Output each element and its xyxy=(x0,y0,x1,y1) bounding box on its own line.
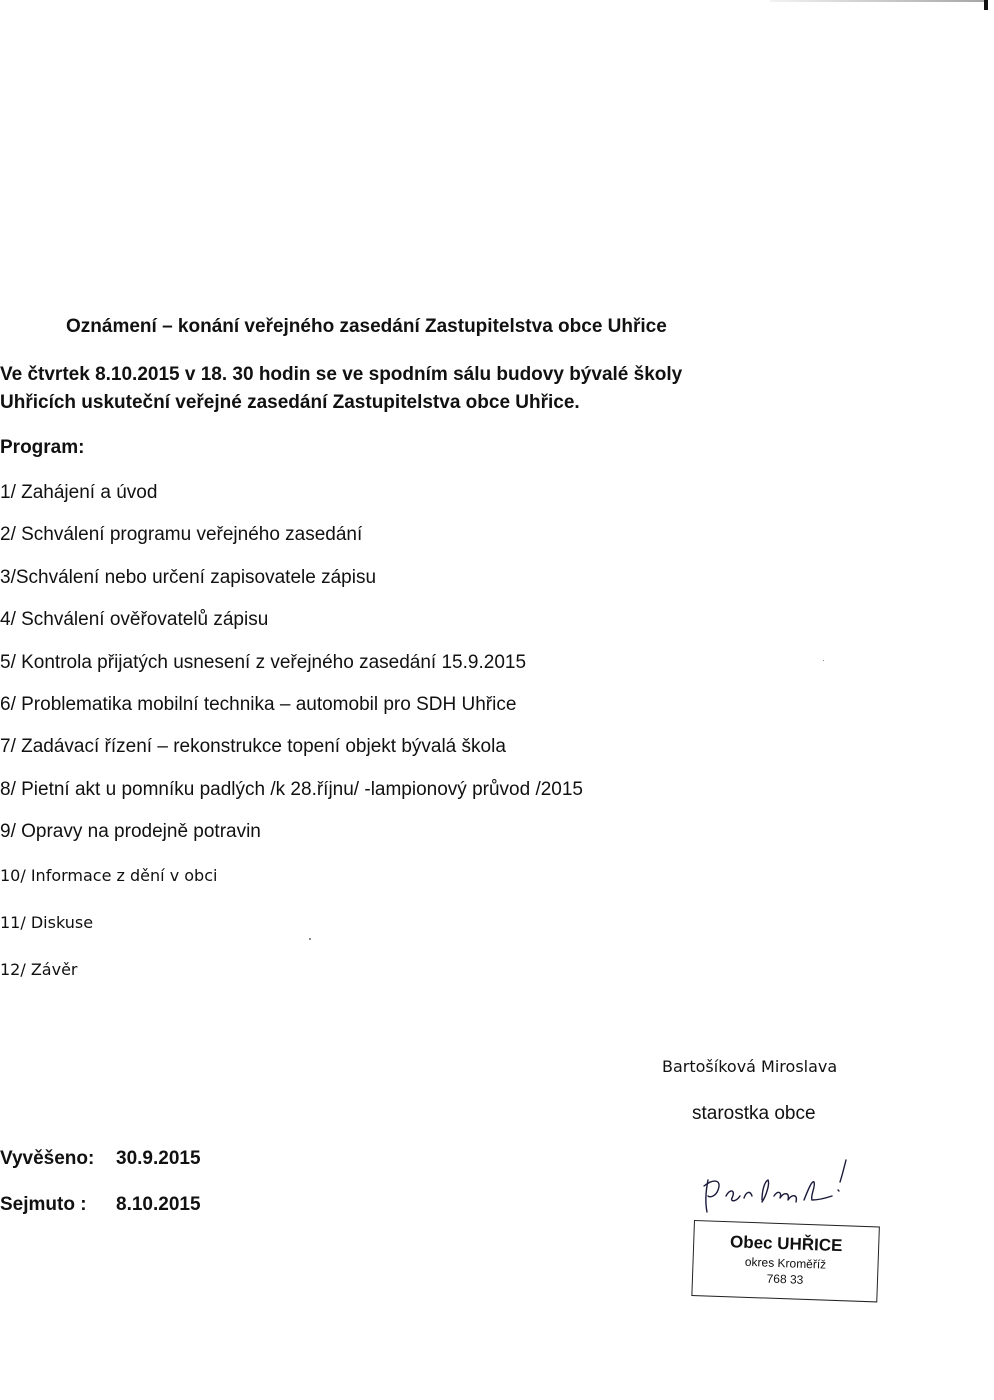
scan-edge-artifact xyxy=(770,0,984,2)
agenda-item: 5/ Kontrola přijatých usnesení z veřejného zasedání 15.9.2015 xyxy=(0,652,527,673)
notice-intro xyxy=(0,361,682,417)
agenda-item: 10/ Informace z dění v obci xyxy=(0,866,218,885)
agenda-item: 6/ Problematika mobilní technika – automobil pro SDH Uhřice xyxy=(0,694,517,715)
posted-date: 30.9.2015 xyxy=(116,1148,201,1169)
agenda-item: 9/ Opravy na prodejně potravin xyxy=(0,821,261,842)
removed-date-line xyxy=(0,1194,201,1216)
agenda-item: 3/Schválení nebo určení zapisovatele zápisu xyxy=(0,567,377,588)
scan-corner-artifact xyxy=(984,0,988,10)
agenda-item: 1/ Zahájení a úvod xyxy=(0,482,158,503)
signer-role: starostka obce xyxy=(692,1103,816,1124)
removed-date: 8.10.2015 xyxy=(116,1194,201,1215)
scan-speck xyxy=(309,938,311,940)
office-stamp xyxy=(691,1220,880,1302)
agenda-item: 12/ Závěr xyxy=(0,960,78,979)
handwritten-signature xyxy=(696,1150,866,1220)
agenda-item: 4/ Schválení ověřovatelů zápisu xyxy=(0,609,269,630)
stamp-line-1: Obec UHŘICE xyxy=(729,1232,843,1256)
stamp-line-2: okres Kroměříž xyxy=(744,1254,827,1272)
intro-line-2: Uhřicích uskuteční veřejné zasedání Zastupitelstva obce Uhřice. xyxy=(0,392,580,413)
agenda-item: 7/ Zadávací řízení – rekonstrukce topení objekt bývalá škola xyxy=(0,736,506,757)
intro-line-1: Ve čtvrtek 8.10.2015 v 18. 30 hodin se ve spodním sálu budovy bývalé školy xyxy=(0,364,683,385)
agenda-item: 2/ Schválení programu veřejného zasedání xyxy=(0,524,363,545)
agenda-item: 8/ Pietní akt u pomníku padlých /k 28.říjnu/ -lampionový průvod /2015 xyxy=(0,779,583,800)
signer-name: Bartošíková Miroslava xyxy=(662,1057,838,1076)
scan-speck xyxy=(823,660,824,661)
posted-date-line xyxy=(0,1148,201,1170)
notice-title: Oznámení – konání veřejného zasedání Zastupitelstva obce Uhřice xyxy=(66,316,667,337)
program-label: Program: xyxy=(0,437,85,458)
removed-label: Sejmuto : xyxy=(0,1194,87,1215)
posted-label: Vyvěšeno: xyxy=(0,1148,95,1169)
stamp-line-3: 768 33 xyxy=(766,1271,804,1287)
agenda-item: 11/ Diskuse xyxy=(0,913,94,932)
